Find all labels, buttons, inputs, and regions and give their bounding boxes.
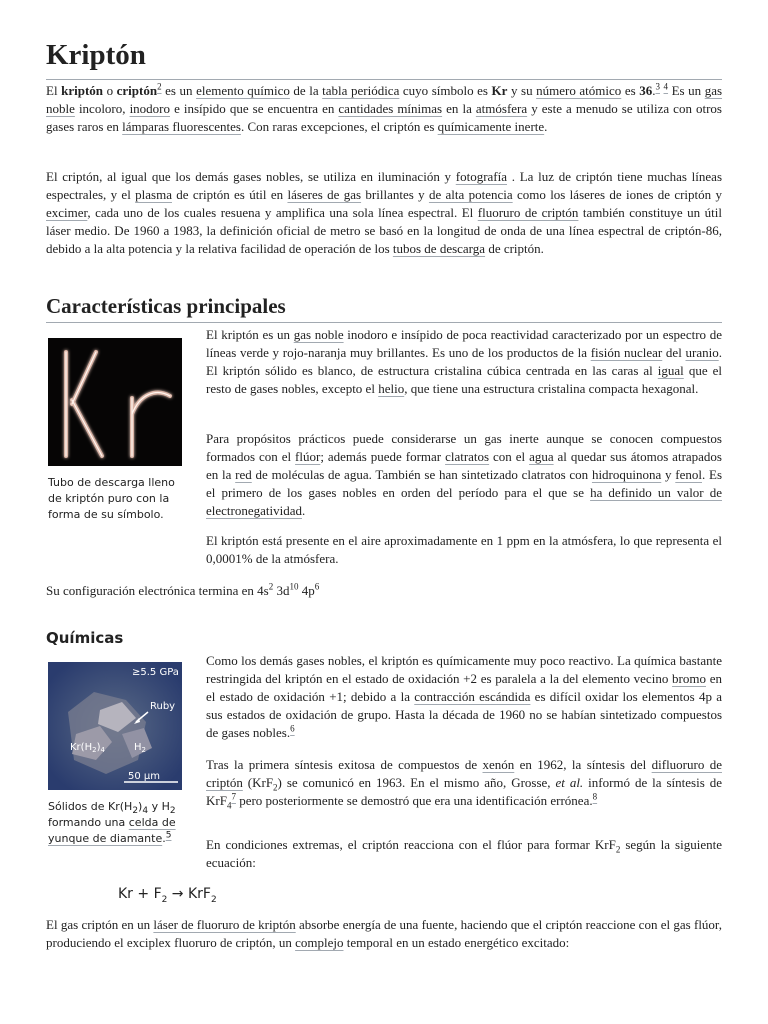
wiki-link[interactable]: bromo: [672, 671, 706, 686]
section2-final-paragraph: El gas criptón en un láser de fluoruro de kriptón absorbe energía de una fuente, haciendo que el criptón reaccione con el gas flúor, produciendo el exciplex fluoruro de criptón, un complejo temporal en un estado energético excitado:: [46, 917, 722, 950]
svg-text:H2: $H_2$: [134, 742, 146, 754]
reference-link[interactable]: 6: [290, 723, 295, 734]
diamond-anvil-cell-image[interactable]: [48, 662, 182, 790]
subscript: 2: [169, 806, 176, 817]
wiki-link[interactable]: gas noble: [293, 327, 344, 342]
wiki-link[interactable]: celda de yunque de diamante: [48, 816, 176, 845]
wiki-link[interactable]: cantidades mínimas: [338, 101, 443, 116]
reference[interactable]: [157, 82, 162, 92]
kr-discharge-tube-image[interactable]: [48, 338, 182, 466]
chemical-equation: $Kr + F_2 \to KrF_2$: [118, 886, 217, 905]
reference[interactable]: [166, 830, 172, 840]
wiki-link[interactable]: complejo: [295, 935, 344, 950]
figure-kr-tube: [48, 338, 186, 523]
wiki-link[interactable]: fisión nuclear: [590, 345, 663, 360]
wiki-link[interactable]: atmósfera: [475, 101, 528, 116]
svg-text:Kr(H2)4: $Kr(H_2)_4$: [70, 742, 105, 754]
reference[interactable]: [655, 82, 660, 92]
wiki-link[interactable]: fotografía: [455, 169, 508, 184]
wiki-link[interactable]: uranio: [685, 345, 719, 360]
bold-text: 36: [639, 83, 653, 98]
wiki-link[interactable]: xenón: [482, 757, 515, 772]
wiki-link[interactable]: igual: [657, 363, 684, 378]
section-heading-caracteristicas: Características principales: [46, 294, 286, 318]
reference-link[interactable]: 7: [231, 791, 236, 802]
wiki-link[interactable]: de alta potencia: [428, 187, 513, 202]
wiki-link[interactable]: ha definido un valor de: [590, 485, 722, 500]
title-divider: [46, 79, 722, 80]
wiki-link[interactable]: tubos de descarga: [392, 241, 486, 256]
wiki-link[interactable]: helio: [378, 381, 405, 396]
reference-link[interactable]: 2: [157, 81, 162, 92]
wiki-link[interactable]: lámparas fluorescentes: [122, 119, 241, 134]
subscript: 2: [615, 844, 621, 855]
bold-text: kriptón: [61, 83, 104, 98]
italic-text: et al.: [555, 775, 584, 790]
reference-link[interactable]: 8: [592, 791, 598, 802]
wiki-link[interactable]: número atómico: [536, 83, 622, 98]
wiki-link[interactable]: difluoruro de criptón: [206, 757, 722, 790]
bold-text: criptón: [116, 83, 158, 98]
reference[interactable]: [664, 82, 669, 92]
wiki-link[interactable]: electronegatividad: [206, 503, 303, 518]
section1-paragraph-2: Para propósitos prácticos puede considerarse un gas inerte aunque se conocen compuestos formados con el flúor; además puede formar clatratos con el agua al quedar sus átomos atrapados en la red de moléculas de agua. También se han sintetizado clatratos con hidroquinona y fenol. Es el primero de los gases nobles en orden del período para el que se ha definido un valor de electronegatividad.: [206, 431, 723, 518]
electron-configuration: Su configuración electrónica termina en $4s^2$ $3d^{10}$ $4p^6$: [46, 581, 320, 598]
section2-paragraph-1: Como los demás gases nobles, el kriptón es químicamente muy poco reactivo. La química bastante restringida del kriptón en el estado de oxidación +2 es paralela a la del elemento vecino bromo en el estado de oxidación +1; debido a la contracción escándida es difícil oxidar los elementos 4p a sus estados de oxidación de grupo. Hasta la década de 1960 no se habían sintetizado compuestos de gases nobles.$^6$: [206, 653, 723, 740]
reference-link[interactable]: 3: [655, 81, 660, 92]
superscript: 2: [268, 581, 274, 592]
reference[interactable]: [593, 792, 598, 802]
reference[interactable]: [231, 792, 236, 802]
subscript: 2: [132, 806, 139, 817]
subscript: 4: [142, 806, 149, 817]
wiki-link[interactable]: láseres de gas: [287, 187, 362, 202]
superscript: 6: [314, 581, 320, 592]
figure-caption: Tubo de descarga lleno de kriptón puro con la forma de su símbolo.: [48, 476, 175, 521]
subscript: 4: [226, 800, 232, 811]
wiki-link[interactable]: tabla periódica: [322, 83, 400, 98]
reference[interactable]: [290, 724, 295, 734]
wiki-link[interactable]: elemento químico: [196, 83, 290, 98]
section1-paragraph-3: El kriptón está presente en el aire aproximadamente en 1 ppm en la atmósfera, lo que representa el 0,0001% de la atmósfera.: [206, 533, 722, 566]
section2-paragraph-3: En condiciones extremas, el criptón reacciona con el flúor para formar KrF$_2$ según la siguiente ecuación:: [206, 837, 722, 870]
wiki-link[interactable]: fluoruro de criptón: [477, 205, 579, 220]
wiki-link[interactable]: fenol: [675, 467, 702, 482]
pressure-label: ≥5.5 GPa: [132, 667, 179, 678]
reference-link[interactable]: 4: [663, 81, 669, 92]
wiki-link[interactable]: láser de fluoruro de kriptón: [153, 917, 296, 932]
wiki-link[interactable]: flúor: [295, 449, 321, 464]
section1-paragraph-1: El kriptón es un gas noble inodoro e insípido de poca reactividad caracterizado por un espectro de líneas verde y rojo-naranja muy brillantes. Es uno de los productos de la fisión nuclear del uranio. El kriptón sólido es blanco, de estructura cristalina cúbica centrada en las caras al igual que el resto de gases nobles, excepto el helio, que tiene una estructura cristalina compacta hexagonal.: [206, 327, 722, 396]
reference-link[interactable]: 5: [165, 830, 172, 841]
wiki-link[interactable]: hidroquinona: [591, 467, 662, 482]
wiki-link[interactable]: agua: [529, 449, 554, 464]
page-title: Kriptón: [46, 39, 146, 71]
superscript: 10: [289, 581, 299, 592]
scale-label: 50 µm: [128, 771, 161, 782]
wiki-link[interactable]: químicamente inerte: [437, 119, 545, 134]
wiki-link[interactable]: red: [235, 467, 252, 482]
intro-paragraph-2: El criptón, al igual que los demás gases nobles, se utiliza en iluminación y fotografía . La luz de criptón tiene muchas líneas espectrales, y el plasma de criptón es útil en láseres de gas brillantes y de alta potencia como los láseres de iones de criptón y excimer, cada uno de los cuales resuena y amplifica una sola línea espectral. El fluoruro de criptón también constituye un útil láser medio. De 1960 a 1983, la definición oficial de metro se basó en la longitud de onda de una línea espectral de criptón-86, debido a la alta potencia y la relativa facilidad de operación de los tubos de descarga de criptón.: [46, 169, 722, 256]
ruby-label: Ruby: [150, 701, 176, 712]
wiki-link[interactable]: excimer: [46, 205, 88, 220]
wiki-link[interactable]: plasma: [135, 187, 172, 202]
subscript: 2: [210, 894, 217, 905]
bold-text: Kr: [491, 83, 508, 98]
section2-paragraph-2: Tras la primera síntesis exitosa de compuestos de xenón en 1962, la síntesis del difluoruro de criptón (KrF$_2$) se comunicó en 1963. En el mismo año, Grosse, et al. informó de la síntesis de KrF$_4^7$ pero posteriormente se demostró que era una identificación errónea.$^8$: [206, 757, 722, 811]
subscript: 2: [161, 894, 168, 905]
figure-caption-2: Sólidos de $Kr(H_2)_4$ y $H_2$ formando una celda de yunque de diamante.$^5$: [48, 800, 176, 845]
wiki-link[interactable]: gas noble: [46, 83, 723, 116]
wiki-link[interactable]: contracción escándida: [414, 689, 531, 704]
section-heading-quimicas: Químicas: [46, 629, 124, 647]
section-divider: [46, 322, 722, 323]
wiki-link[interactable]: inodoro: [129, 101, 171, 116]
figure-diamond-anvil: [48, 662, 186, 847]
subscript: 2: [273, 782, 278, 793]
intro-paragraph-1: El kriptón o criptón$^2$ es un elemento químico de la tabla periódica cuyo símbolo es Kr y su número atómico es 36.$^3$ $^4$ Es un gas noble incoloro, inodoro e insípido que se encuentra en cantidades mínimas en la atmósfera y este a menudo se utiliza con otros gases raros en lámparas fluorescentes. Con raras excepciones, el criptón es químicamente inerte.: [46, 81, 723, 134]
wiki-link[interactable]: clatratos: [445, 449, 490, 464]
